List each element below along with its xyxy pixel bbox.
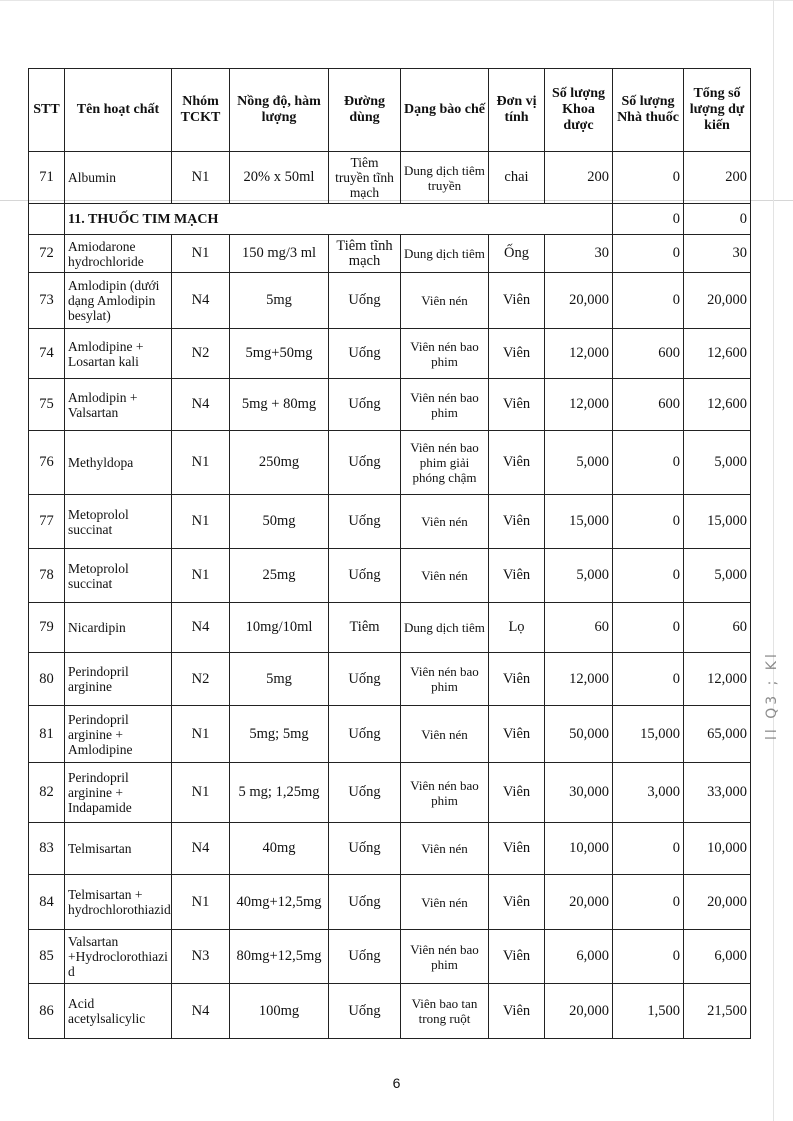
cell-name: Amiodarone hydrochloride xyxy=(65,235,172,273)
cell-stt: 71 xyxy=(29,152,65,204)
cell-form: Viên nén xyxy=(401,706,489,763)
cell-stt: 76 xyxy=(29,431,65,495)
cell-strength: 40mg+12,5mg xyxy=(230,875,329,930)
cell-strength: 150 mg/3 ml xyxy=(230,235,329,273)
cell-group: N4 xyxy=(172,984,230,1039)
cell-name: Telmisartan + hydrochlorothiazid xyxy=(65,875,172,930)
cell-qty-total: 12,000 xyxy=(684,653,751,706)
cell-qty-drugstore: 15,000 xyxy=(613,706,684,763)
cell-name: Albumin xyxy=(65,152,172,204)
cell-qty-pharmacy-dept: 6,000 xyxy=(545,930,613,984)
cell-strength: 50mg xyxy=(230,495,329,549)
cell-route: Uống xyxy=(329,379,401,431)
cell-name: Perindopril arginine + Amlodipine xyxy=(65,706,172,763)
table-row xyxy=(29,495,751,549)
cell-route: Uống xyxy=(329,549,401,603)
cell-strength: 10mg/10ml xyxy=(230,603,329,653)
page-number: 6 xyxy=(392,1075,401,1091)
cell-qty-total: 21,500 xyxy=(684,984,751,1039)
cell-name: Metoprolol succinat xyxy=(65,549,172,603)
section-title: 11. THUỐC TIM MẠCH xyxy=(65,204,613,235)
cell-strength: 20% x 50ml xyxy=(230,152,329,204)
cell-form: Viên nén bao phim xyxy=(401,653,489,706)
cell-unit: chai xyxy=(489,152,545,204)
cell-qty-total: 5,000 xyxy=(684,549,751,603)
table-header-row xyxy=(29,69,751,152)
cell-group: N4 xyxy=(172,379,230,431)
cell-name: Methyldopa xyxy=(65,431,172,495)
cell-qty-pharmacy-dept: 12,000 xyxy=(545,379,613,431)
header-strength: Nồng độ, hàm lượng xyxy=(230,69,329,152)
cell-group: N3 xyxy=(172,930,230,984)
cell-form: Dung dịch tiêm xyxy=(401,603,489,653)
cell-stt: 75 xyxy=(29,379,65,431)
cell-stt: 83 xyxy=(29,823,65,875)
cell-qty-total: 20,000 xyxy=(684,273,751,329)
cell-unit: Viên xyxy=(489,763,545,823)
cell-qty-total: 10,000 xyxy=(684,823,751,875)
cell-unit: Viên xyxy=(489,875,545,930)
table-row xyxy=(29,823,751,875)
cell-strength: 80mg+12,5mg xyxy=(230,930,329,984)
cell-name: Amlodipin (dưới dạng Amlodipin besylat) xyxy=(65,273,172,329)
cell-qty-drugstore: 0 xyxy=(613,235,684,273)
cell-qty-total: 65,000 xyxy=(684,706,751,763)
cell-group: N1 xyxy=(172,495,230,549)
drug-list-table xyxy=(28,68,751,1039)
table-row xyxy=(29,763,751,823)
table-row xyxy=(29,329,751,379)
cell-route: Uống xyxy=(329,653,401,706)
cell-route: Uống xyxy=(329,495,401,549)
cell-name: Perindopril arginine xyxy=(65,653,172,706)
cell-route: Uống xyxy=(329,431,401,495)
cell-qty-drugstore: 600 xyxy=(613,379,684,431)
cell-stt: 79 xyxy=(29,603,65,653)
cell-unit: Ống xyxy=(489,235,545,273)
cell-strength: 5mg+50mg xyxy=(230,329,329,379)
cell-qty-drugstore: 0 xyxy=(613,495,684,549)
cell-strength: 5mg xyxy=(230,653,329,706)
cell-qty-total: 15,000 xyxy=(684,495,751,549)
cell-qty-total: 12,600 xyxy=(684,379,751,431)
cell-stt: 78 xyxy=(29,549,65,603)
cell-route: Uống xyxy=(329,706,401,763)
cell-group: N1 xyxy=(172,549,230,603)
cell-form: Viên bao tan trong ruột xyxy=(401,984,489,1039)
cell-group: N4 xyxy=(172,603,230,653)
table-row xyxy=(29,431,751,495)
cell-qty-pharmacy-dept: 5,000 xyxy=(545,431,613,495)
cell-form: Viên nén bao phim xyxy=(401,930,489,984)
cell-group: N1 xyxy=(172,235,230,273)
page-edge xyxy=(0,0,793,1)
cell-stt: 72 xyxy=(29,235,65,273)
cell-route: Uống xyxy=(329,273,401,329)
cell-unit: Viên xyxy=(489,823,545,875)
cell-form: Dung dịch tiêm xyxy=(401,235,489,273)
cell-qty-drugstore: 0 xyxy=(613,152,684,204)
section-qty-total: 0 xyxy=(684,204,751,235)
cell-name: Metoprolol succinat xyxy=(65,495,172,549)
cell-strength: 5 mg; 1,25mg xyxy=(230,763,329,823)
cell-route: Uống xyxy=(329,823,401,875)
cell-stt: 73 xyxy=(29,273,65,329)
cell-route: Uống xyxy=(329,984,401,1039)
cell-unit: Viên xyxy=(489,706,545,763)
cell-qty-drugstore: 0 xyxy=(613,875,684,930)
cell-strength: 5mg xyxy=(230,273,329,329)
cell-route: Tiêm tĩnh mạch xyxy=(329,235,401,273)
cell-qty-pharmacy-dept: 20,000 xyxy=(545,875,613,930)
cell-stt: 84 xyxy=(29,875,65,930)
cell-unit: Viên xyxy=(489,930,545,984)
table-row xyxy=(29,235,751,273)
cell-group: N1 xyxy=(172,763,230,823)
cell-name: Amlodipin + Valsartan xyxy=(65,379,172,431)
cell-qty-pharmacy-dept: 20,000 xyxy=(545,273,613,329)
cell-qty-drugstore: 0 xyxy=(613,603,684,653)
cell-strength: 5mg; 5mg xyxy=(230,706,329,763)
cell-stt: 80 xyxy=(29,653,65,706)
cell-route: Tiêm xyxy=(329,603,401,653)
cell-unit: Viên xyxy=(489,495,545,549)
cell-stt: 82 xyxy=(29,763,65,823)
cell-unit: Viên xyxy=(489,379,545,431)
table-row xyxy=(29,930,751,984)
cell-qty-total: 60 xyxy=(684,603,751,653)
cell-group: N2 xyxy=(172,653,230,706)
cell-stt: 74 xyxy=(29,329,65,379)
cell-stt: 85 xyxy=(29,930,65,984)
header-stt: STT xyxy=(29,69,65,152)
header-qty-drugstore: Số lượng Nhà thuốc xyxy=(613,69,684,152)
cell-qty-pharmacy-dept: 12,000 xyxy=(545,653,613,706)
cell-unit: Viên xyxy=(489,549,545,603)
cell-qty-total: 30 xyxy=(684,235,751,273)
table-row xyxy=(29,549,751,603)
cell-group: N1 xyxy=(172,875,230,930)
cell-strength: 40mg xyxy=(230,823,329,875)
cell-form: Viên nén bao phim giải phóng chậm xyxy=(401,431,489,495)
cell-group: N1 xyxy=(172,706,230,763)
cell-group: N1 xyxy=(172,152,230,204)
table-row xyxy=(29,152,751,204)
table-row xyxy=(29,379,751,431)
cell-strength: 5mg + 80mg xyxy=(230,379,329,431)
cell-name: Acid acetylsalicylic xyxy=(65,984,172,1039)
cell-qty-total: 33,000 xyxy=(684,763,751,823)
cell-qty-total: 20,000 xyxy=(684,875,751,930)
cell-qty-drugstore: 0 xyxy=(613,930,684,984)
table-row xyxy=(29,603,751,653)
cell-route: Uống xyxy=(329,875,401,930)
cell-name: Perindopril arginine + Indapamide xyxy=(65,763,172,823)
cell-qty-drugstore: 0 xyxy=(613,823,684,875)
cell-group: N1 xyxy=(172,431,230,495)
header-qty-total: Tổng số lượng dự kiến xyxy=(684,69,751,152)
cell-name: Telmisartan xyxy=(65,823,172,875)
cell-unit: Viên xyxy=(489,329,545,379)
cell-qty-drugstore: 0 xyxy=(613,431,684,495)
header-name: Tên hoạt chất xyxy=(65,69,172,152)
cell-qty-pharmacy-dept: 5,000 xyxy=(545,549,613,603)
table-row xyxy=(29,706,751,763)
cell-unit: Viên xyxy=(489,431,545,495)
section-qty-drugstore: 0 xyxy=(613,204,684,235)
section-stt-cell xyxy=(29,204,65,235)
cell-qty-total: 5,000 xyxy=(684,431,751,495)
header-unit: Đơn vị tính xyxy=(489,69,545,152)
cell-strength: 250mg xyxy=(230,431,329,495)
cell-route: Uống xyxy=(329,930,401,984)
cell-qty-pharmacy-dept: 10,000 xyxy=(545,823,613,875)
cell-unit: Viên xyxy=(489,653,545,706)
cell-route: Uống xyxy=(329,329,401,379)
table-row xyxy=(29,875,751,930)
cell-name: Valsartan +Hydroclorothiazi d xyxy=(65,930,172,984)
cell-route: Uống xyxy=(329,763,401,823)
cell-route: Tiêm truyền tĩnh mạch xyxy=(329,152,401,204)
drug-rows xyxy=(29,235,751,1039)
cell-group: N2 xyxy=(172,329,230,379)
cell-qty-pharmacy-dept: 30,000 xyxy=(545,763,613,823)
cell-name: Nicardipin xyxy=(65,603,172,653)
cell-group: N4 xyxy=(172,273,230,329)
cell-group: N4 xyxy=(172,823,230,875)
cell-qty-pharmacy-dept: 30 xyxy=(545,235,613,273)
cell-unit: Viên xyxy=(489,984,545,1039)
table-row xyxy=(29,984,751,1039)
cell-qty-total: 6,000 xyxy=(684,930,751,984)
cell-qty-pharmacy-dept: 60 xyxy=(545,603,613,653)
cell-qty-pharmacy-dept: 200 xyxy=(545,152,613,204)
cell-form: Viên nén bao phim xyxy=(401,763,489,823)
cell-qty-total: 12,600 xyxy=(684,329,751,379)
cell-qty-drugstore: 600 xyxy=(613,329,684,379)
cell-qty-pharmacy-dept: 15,000 xyxy=(545,495,613,549)
cell-stt: 81 xyxy=(29,706,65,763)
cell-strength: 25mg xyxy=(230,549,329,603)
cell-strength: 100mg xyxy=(230,984,329,1039)
cell-qty-drugstore: 0 xyxy=(613,273,684,329)
cell-form: Viên nén xyxy=(401,273,489,329)
table-row xyxy=(29,273,751,329)
cell-form: Viên nén bao phim xyxy=(401,329,489,379)
header-form: Dạng bào chế xyxy=(401,69,489,152)
cell-qty-drugstore: 1,500 xyxy=(613,984,684,1039)
cell-qty-pharmacy-dept: 50,000 xyxy=(545,706,613,763)
cell-unit: Viên xyxy=(489,273,545,329)
cell-form: Viên nén xyxy=(401,495,489,549)
cell-qty-drugstore: 0 xyxy=(613,549,684,603)
cell-stt: 77 xyxy=(29,495,65,549)
cell-stt: 86 xyxy=(29,984,65,1039)
cell-name: Amlodipine + Losartan kali xyxy=(65,329,172,379)
cell-qty-total: 200 xyxy=(684,152,751,204)
cell-qty-drugstore: 3,000 xyxy=(613,763,684,823)
table-row xyxy=(29,653,751,706)
header-route: Đường dùng xyxy=(329,69,401,152)
section-row xyxy=(29,204,751,235)
cell-qty-pharmacy-dept: 20,000 xyxy=(545,984,613,1039)
handwritten-margin-mark: ll Q3 ; Kl xyxy=(764,651,780,740)
cell-form: Viên nén bao phim xyxy=(401,379,489,431)
cell-form: Dung dịch tiêm truyền xyxy=(401,152,489,204)
cell-qty-drugstore: 0 xyxy=(613,653,684,706)
header-group: Nhóm TCKT xyxy=(172,69,230,152)
header-qty-pharmacy-dept: Số lượng Khoa dược xyxy=(545,69,613,152)
cell-qty-pharmacy-dept: 12,000 xyxy=(545,329,613,379)
cell-form: Viên nén xyxy=(401,823,489,875)
cell-form: Viên nén xyxy=(401,875,489,930)
cell-form: Viên nén xyxy=(401,549,489,603)
cell-unit: Lọ xyxy=(489,603,545,653)
